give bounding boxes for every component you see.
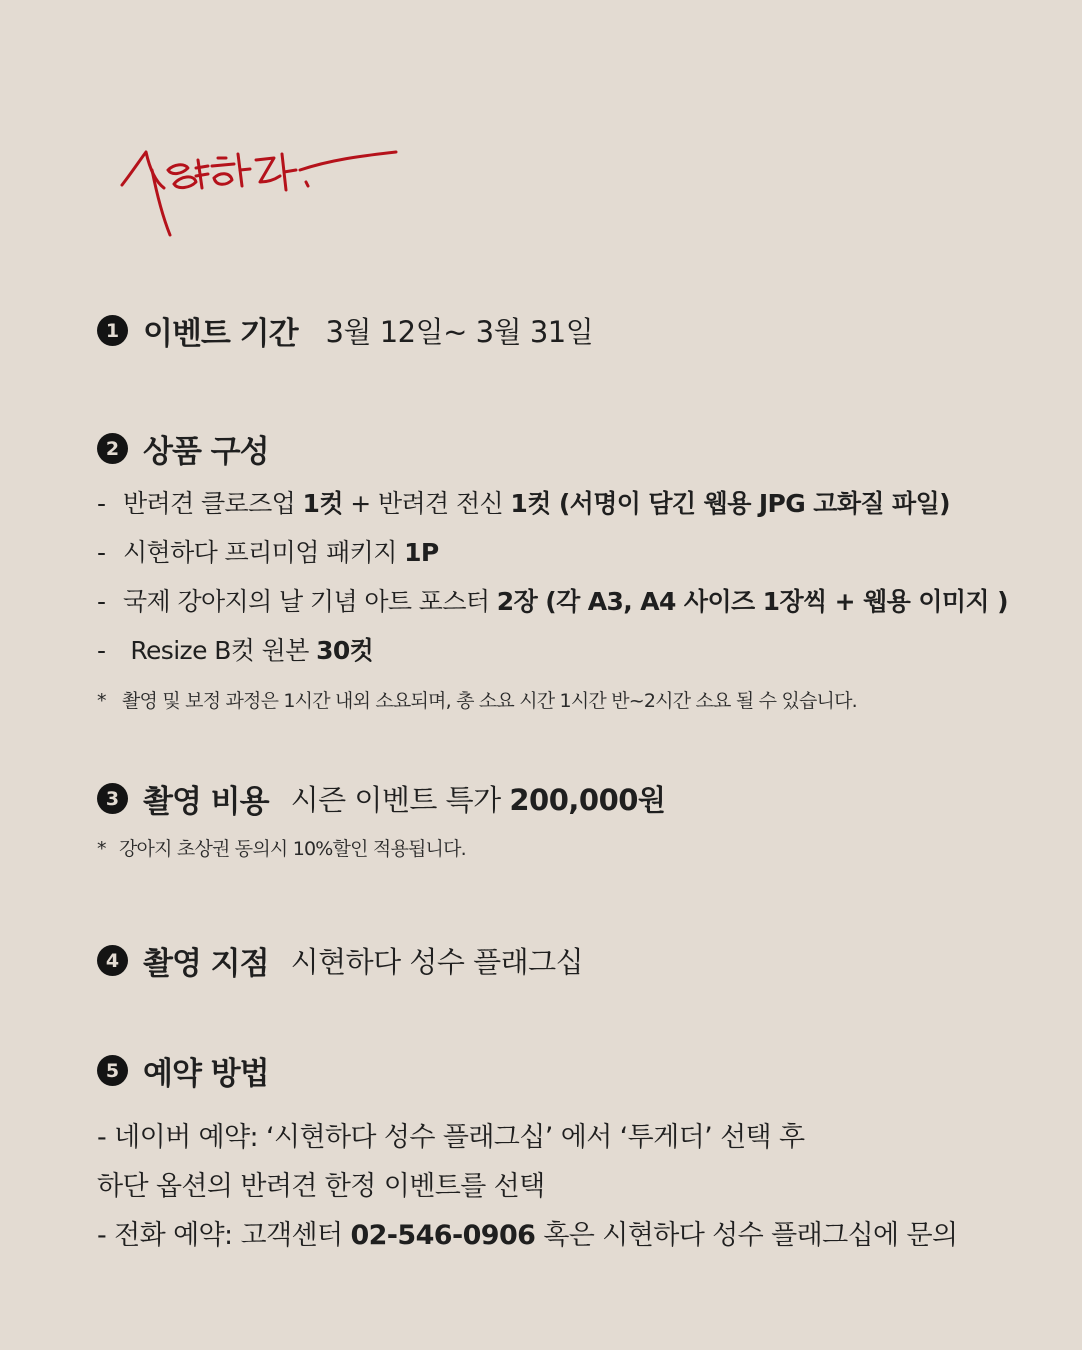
number-badge: 4: [97, 945, 128, 976]
list-item: - 시현하다 프리미엄 패키지 1P: [97, 538, 439, 567]
section-title: 예약 방법: [143, 1056, 269, 1092]
number-badge: 3: [97, 783, 128, 814]
list-item: - 국제 강아지의 날 기념 아트 포스터 2장 (각 A3, A4 사이즈 1장씩 + 웹용 이미지 ): [97, 587, 1008, 616]
location-value: 시현하다 성수 플래그십: [290, 945, 584, 979]
section-event-period: [97, 308, 593, 353]
section-shooting-cost: [97, 776, 665, 821]
price-line: 시즌 이벤트 특가 200,000원: [290, 783, 666, 817]
section-shooting-location: [97, 938, 583, 983]
footnote: * 강아지 초상권 동의시 10%할인 적용됩니다.: [97, 838, 466, 860]
reservation-option-line: 하단 옵션의 반려견 한정 이벤트를 선택: [97, 1171, 545, 1202]
section-product-composition: [97, 426, 269, 471]
section-title: 이벤트 기간: [143, 316, 298, 352]
section-title: 촬영 비용: [143, 784, 269, 820]
section-title: 촬영 지점: [143, 946, 269, 982]
footnote: * 촬영 및 보정 과정은 1시간 내외 소요되며, 총 소요 시간 1시간 반~2시간 소요 될 수 있습니다.: [97, 690, 857, 712]
number-badge: 2: [97, 433, 128, 464]
price-value: 200,000원: [509, 783, 666, 817]
section-title: 상품 구성: [143, 434, 269, 470]
phone-reservation-line: - 전화 예약: 고객센터 02-546-0906 혹은 시현하다 성수 플래그십에 문의: [97, 1220, 958, 1251]
section-reservation: [97, 1048, 269, 1093]
phone-number: 02-546-0906: [350, 1220, 536, 1251]
list-item: - 반려견 클로즈업 1컷 + 반려견 전신 1컷 (서명이 담긴 웹용 JPG 고화질 파일): [97, 489, 950, 518]
event-period-value: 3월 12일~ 3월 31일: [325, 315, 594, 349]
brand-signature-logo: [110, 130, 410, 250]
naver-reservation-line: - 네이버 예약: ‘시현하다 성수 플래그십’ 에서 ‘투게더’ 선택 후: [97, 1122, 805, 1153]
number-badge: 1: [97, 315, 128, 346]
number-badge: 5: [97, 1055, 128, 1086]
list-item: - Resize B컷 원본 30컷: [97, 636, 374, 665]
